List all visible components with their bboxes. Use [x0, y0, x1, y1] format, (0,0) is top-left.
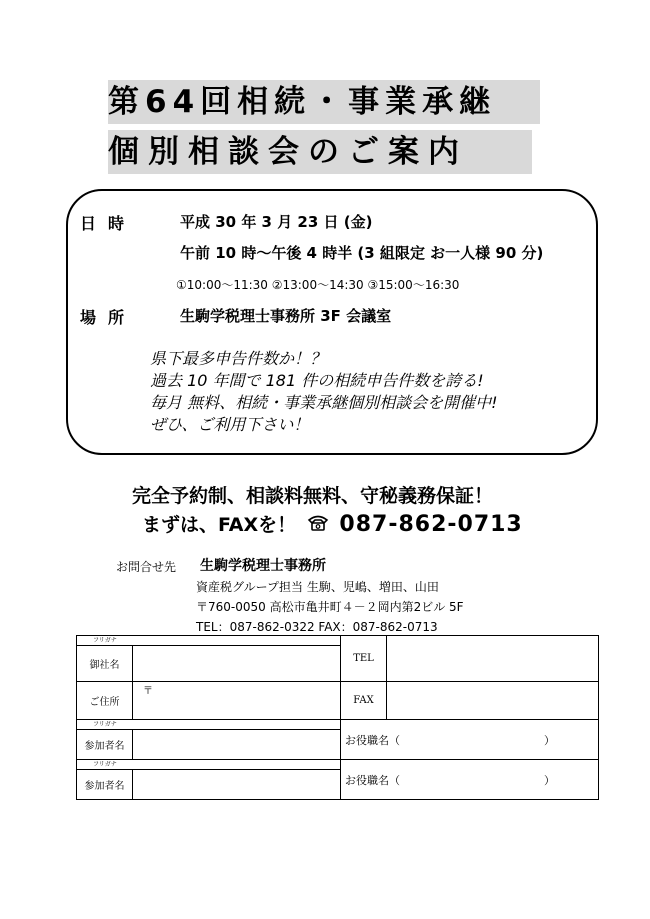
role-field-1[interactable] — [341, 720, 599, 760]
furigana-participant-1: フリガナ — [77, 720, 341, 730]
application-form — [76, 635, 599, 800]
participant-label-2: 参加者名 — [77, 770, 133, 800]
phone-icon — [307, 514, 329, 537]
title-line-1: 第64回相続・事業承継 — [108, 80, 540, 124]
contact-phones: TEL：087-862-0322 FAX：087-862-0713 — [196, 620, 438, 634]
address-input[interactable] — [133, 682, 341, 720]
address-label: ご住所 — [77, 682, 133, 720]
role-field-2[interactable] — [341, 760, 599, 800]
participant-label-1: 参加者名 — [77, 730, 133, 760]
cta-fax-line — [142, 510, 523, 537]
event-place: 生駒学税理士事務所 3F 会議室 — [180, 307, 392, 325]
pitch-line-3: 毎月 無料、相続・事業承継個別相談会を開催中! — [150, 393, 498, 412]
furigana-company: フリガナ — [77, 636, 341, 646]
fax-label: FAX — [341, 682, 387, 720]
cta-fax-prefix: まずは、FAXを！ — [142, 514, 297, 536]
time-slots: ①10:00～11:30 ②13:00～14:30 ③15:00～16:30 — [176, 278, 460, 292]
place-label: 場所 — [80, 308, 137, 327]
role-close-2: ） — [544, 773, 556, 787]
contact-address: 〒760-0050 高松市亀井町４－２岡内第2ビル 5F — [196, 600, 464, 614]
pitch-line-1: 県下最多申告件数か！？ — [150, 349, 327, 368]
furigana-participant-2: フリガナ — [77, 760, 341, 770]
event-date: 平成 30 年 3 月 23 日 (金) — [180, 213, 373, 231]
role-label-2: お役職名（ — [345, 773, 401, 787]
cta-guarantee: 完全予約制、相談料無料、守秘義務保証！ — [132, 485, 494, 507]
cta-fax-number: 087-862-0713 — [339, 512, 523, 537]
participant-input-2[interactable] — [133, 770, 341, 800]
inquiry-label: お問合せ先 — [116, 560, 177, 574]
title-line-2: 個別相談会のご案内 — [108, 130, 532, 174]
tel-input[interactable] — [387, 636, 599, 682]
role-label-1: お役職名（ — [345, 733, 401, 747]
pitch-line-4: ぜひ、ご利用下さい！ — [150, 415, 310, 434]
event-time: 午前 10 時～午後 4 時半 (3 組限定 お一人様 90 分) — [180, 244, 544, 262]
contact-staff: 資産税グループ担当 生駒、児嶋、増田、山田 — [196, 580, 439, 594]
company-label: 御社名 — [77, 646, 133, 682]
tel-label: TEL — [341, 636, 387, 682]
company-input[interactable] — [133, 646, 341, 682]
datetime-label: 日時 — [80, 214, 137, 233]
pitch-line-2: 過去 10 年間で 181 件の相続申告件数を誇る! — [150, 371, 484, 390]
fax-input[interactable] — [387, 682, 599, 720]
contact-office-name: 生駒学税理士事務所 — [200, 558, 326, 574]
participant-input-1[interactable] — [133, 730, 341, 760]
role-close-1: ） — [544, 733, 556, 747]
postal-mark: 〒 — [143, 686, 153, 697]
